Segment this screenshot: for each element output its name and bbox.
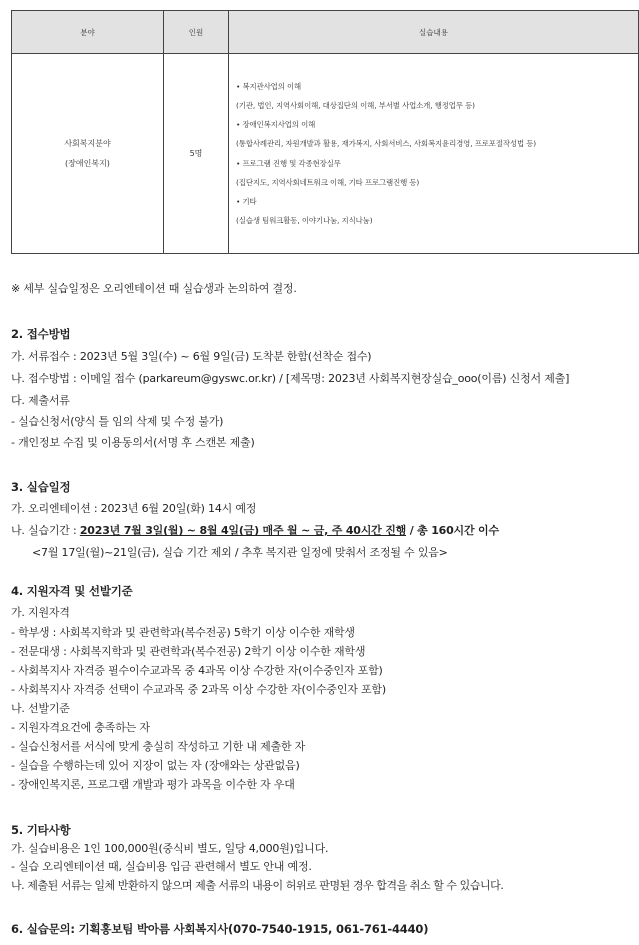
s5-line: 나. 제출된 서류는 일체 반환하지 않으며 제출 서류의 내용이 허위로 판명된 경우 합격을 취소 할 수 있습니다.: [11, 879, 504, 892]
s2-line: - 실습신청서(양식 틀 임의 삭제 및 수정 불가): [11, 415, 224, 428]
section-3-title: 3. 실습일정: [11, 480, 71, 494]
header-count: 인원: [164, 11, 229, 54]
s4-line: - 실습신청서를 서식에 맞게 충실히 작성하고 기한 내 제출한 자: [11, 740, 306, 753]
content-cell: [229, 54, 639, 254]
content-line: • 기타: [236, 196, 257, 206]
content-line: (기관, 법인, 지역사회이해, 대상집단의 이해, 부서별 사업소개, 행정업무 등): [236, 100, 475, 110]
s3-period-dates: 2023년 7월 3일(월) ~ 8월 4일(금) 매주 월 ~ 금, 주 40시간 진행: [79, 524, 407, 537]
header-field: 분야: [12, 11, 164, 54]
header-content: 실습내용: [229, 11, 639, 54]
content-line: (집단지도, 지역사회네트워크 이해, 기타 프로그램진행 등): [236, 177, 420, 187]
s5-line: - 실습 오리엔테이션 때, 실습비용 입금 관련해서 별도 안내 예정.: [11, 860, 312, 873]
content-line: • 장애인복지사업의 이해: [236, 120, 316, 130]
content-line: • 복지관사업의 이해: [236, 81, 302, 91]
s3-period-label: 나. 실습기간 :: [11, 524, 80, 537]
s4-line: - 전문대생 : 사회복지학과 및 관련학과(복수전공) 2학기 이상 이수한 재학생: [11, 645, 366, 658]
field-sub: (장애인복지): [65, 158, 110, 168]
s4-line: - 학부생 : 사회복지학과 및 관련학과(복수전공) 5학기 이상 이수한 재학생: [11, 626, 355, 639]
s4-line: - 사회복지사 자격증 선택이 수교과목 중 2과목 이상 수강한 자(이수중인자 포함): [11, 683, 386, 696]
s3-line: 가. 오리엔테이션 : 2023년 6월 20일(화) 14시 예정: [11, 502, 257, 515]
s4-line: - 실습을 수행하는데 있어 지장이 없는 자 (장애와는 상관없음): [11, 759, 300, 772]
s3-line: <7월 17일(월)~21일(금), 실습 기간 제외 / 추후 복지관 일정에 맞춰서 조정될 수 있음>: [32, 546, 448, 559]
content-line: • 프로그램 진행 및 각종현장실무: [236, 158, 341, 168]
content-line: (통합사례관리, 자원개발과 활용, 재가복지, 사회서비스, 사회복지윤리경영, 프로포절작성법 등): [236, 139, 537, 149]
s5-line: 가. 실습비용은 1인 100,000원(중식비 별도, 일당 4,000원)입니다.: [11, 842, 329, 855]
count-cell: 5명: [164, 54, 229, 254]
s2-line: - 개인정보 수집 및 이용동의서(서명 후 스캔본 제출): [11, 436, 255, 449]
content-line: (실습생 팀워크활동, 이야기나눔, 지식나눔): [236, 216, 373, 226]
schedule-note: ※ 세부 실습일정은 오리엔테이션 때 실습생과 논의하여 결정.: [11, 282, 297, 295]
s2-line: 가. 서류접수 : 2023년 5월 3일(수) ~ 6월 9일(금) 도착분 한함(선착순 접수): [11, 350, 372, 363]
section-5-title: 5. 기타사항: [11, 823, 71, 837]
s4-line: 가. 지원자격: [11, 606, 70, 619]
section-2-title: 2. 접수방법: [11, 327, 71, 341]
s4-line: - 장애인복지론, 프로그램 개발과 평가 과목을 이수한 자 우대: [11, 778, 295, 791]
section-4-title: 4. 지원자격 및 선발기준: [11, 584, 133, 598]
s4-line: - 사회복지사 자격증 필수이수교과목 중 4과목 이상 수강한 자(이수중인자 포함): [11, 664, 383, 677]
field-cell: [12, 54, 164, 254]
s3-period: [11, 522, 499, 538]
s3-period-total: / 총 160시간 이수: [406, 524, 499, 537]
practicum-table: [11, 10, 639, 254]
section-6-title: 6. 실습문의: 기획홍보팀 박아름 사회복지사(070-7540-1915, 061-761-4440): [11, 922, 429, 936]
s2-line: 나. 접수방법 : 이메일 접수 (parkareum@gyswc.or.kr) / [제목명: 2023년 사회복지현장실습_ooo(이름) 신청서 제출]: [11, 372, 570, 385]
s4-line: - 지원자격요건에 충족하는 자: [11, 721, 150, 734]
s2-line: 다. 제출서류: [11, 394, 70, 407]
s4-line: 나. 선발기준: [11, 702, 70, 715]
field-name: 사회복지분야: [64, 138, 111, 148]
